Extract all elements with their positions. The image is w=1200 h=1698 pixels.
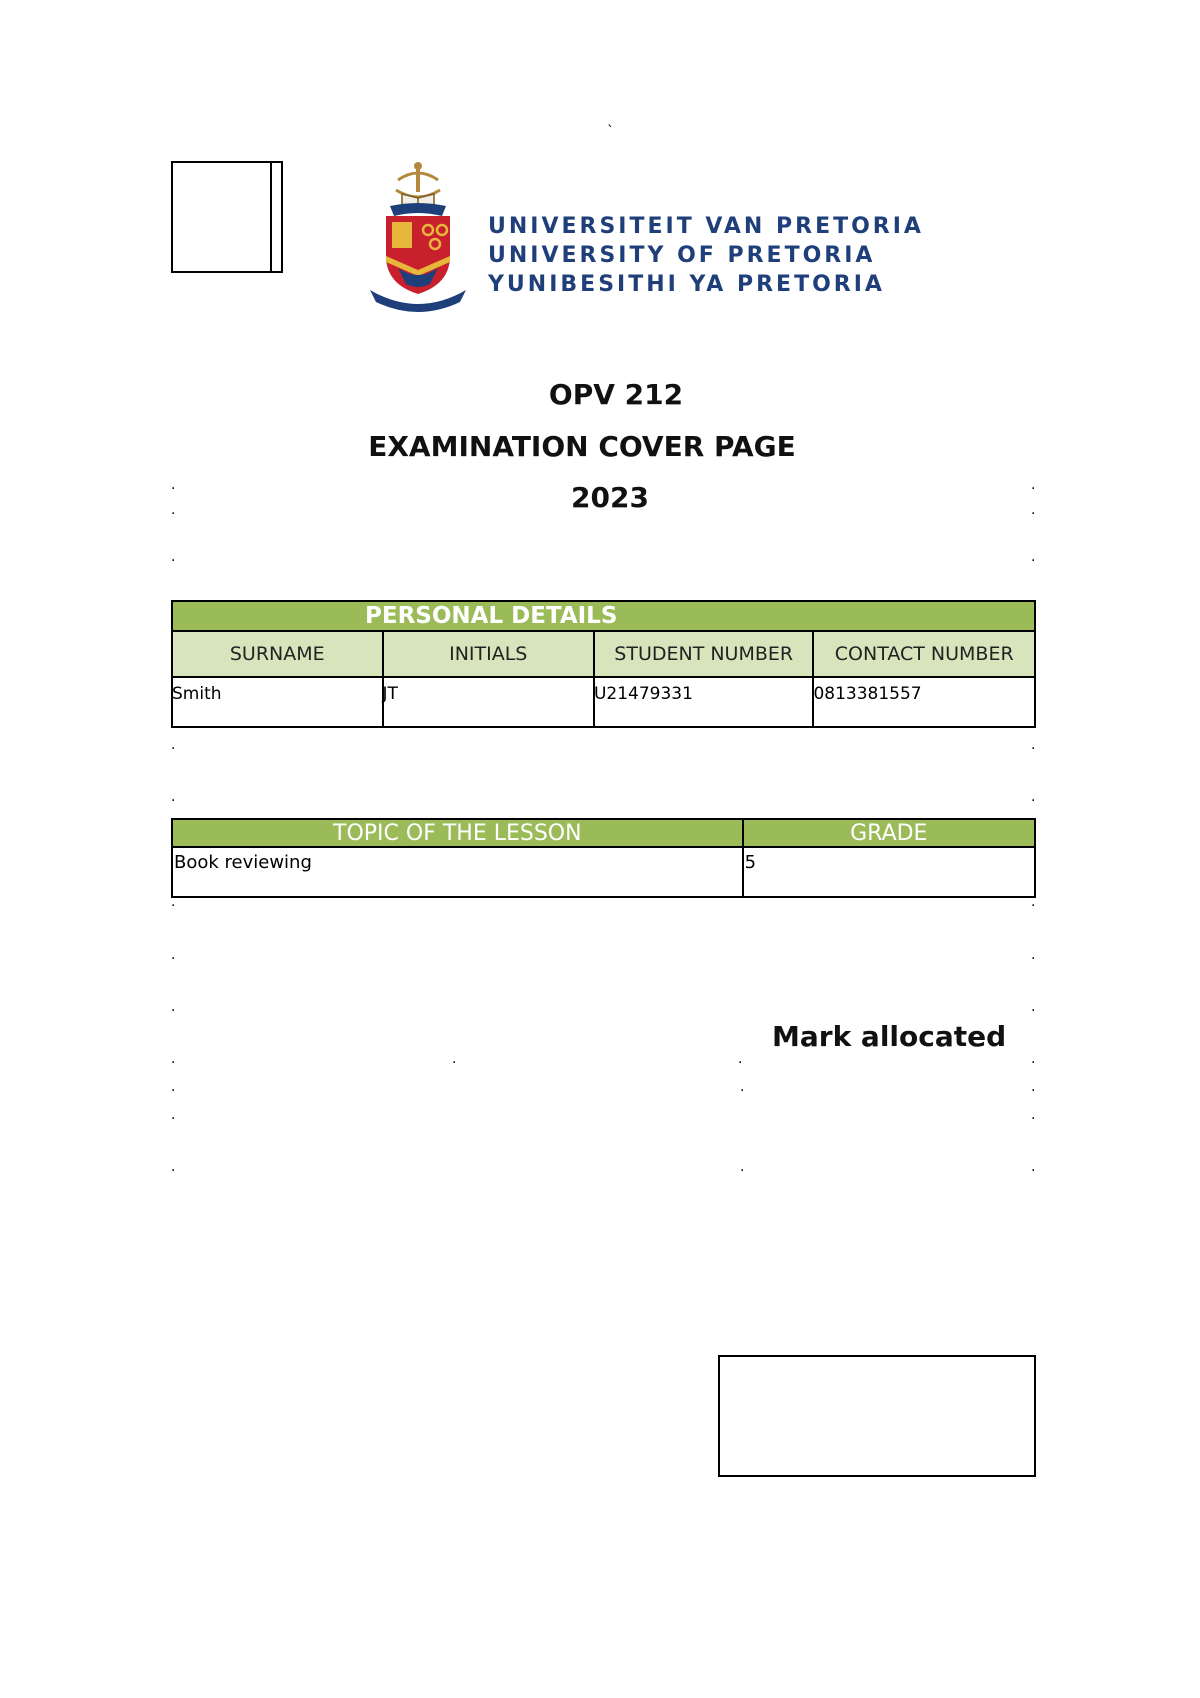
year-title: 2023	[571, 481, 649, 514]
personal-details-heading: PERSONAL DETAILS	[172, 601, 1035, 631]
corner-box-line	[270, 163, 272, 271]
university-crest-logo	[368, 160, 468, 312]
grade-value[interactable]: 5	[743, 847, 1035, 897]
mark-allocated-label: Mark allocated	[772, 1020, 1007, 1053]
topic-value[interactable]: Book reviewing	[172, 847, 743, 897]
grade-heading: GRADE	[743, 819, 1035, 847]
student-number-value[interactable]: U21479331	[594, 677, 814, 727]
column-header-contact-number: CONTACT NUMBER	[813, 631, 1035, 677]
personal-details-header-row	[172, 601, 1035, 631]
surname-value[interactable]: Smith	[172, 677, 383, 727]
column-header-surname: SURNAME	[172, 631, 383, 677]
lesson-values-row	[172, 847, 1035, 897]
lesson-header-row	[172, 819, 1035, 847]
university-name-afrikaans: UNIVERSITEIT VAN PRETORIA	[488, 214, 924, 239]
initials-value[interactable]: JT	[383, 677, 594, 727]
course-code-title: OPV 212	[548, 378, 684, 411]
personal-details-table	[171, 600, 1036, 728]
personal-details-columns-row	[172, 631, 1035, 677]
mark-allocated-box[interactable]	[718, 1355, 1036, 1477]
column-header-student-number: STUDENT NUMBER	[594, 631, 814, 677]
university-name-block	[488, 212, 924, 299]
corner-box	[171, 161, 283, 273]
backtick-mark: `	[607, 124, 614, 140]
column-header-initials: INITIALS	[383, 631, 594, 677]
university-name-english: UNIVERSITY OF PRETORIA	[488, 243, 876, 268]
cover-page-title: EXAMINATION COVER PAGE	[368, 430, 796, 463]
personal-details-values-row	[172, 677, 1035, 727]
topic-heading: TOPIC OF THE LESSON	[172, 819, 743, 847]
lesson-table	[171, 818, 1036, 898]
contact-number-value[interactable]: 0813381557	[813, 677, 1035, 727]
university-name-sepedi: YUNIBESITHI YA PRETORIA	[488, 272, 885, 297]
